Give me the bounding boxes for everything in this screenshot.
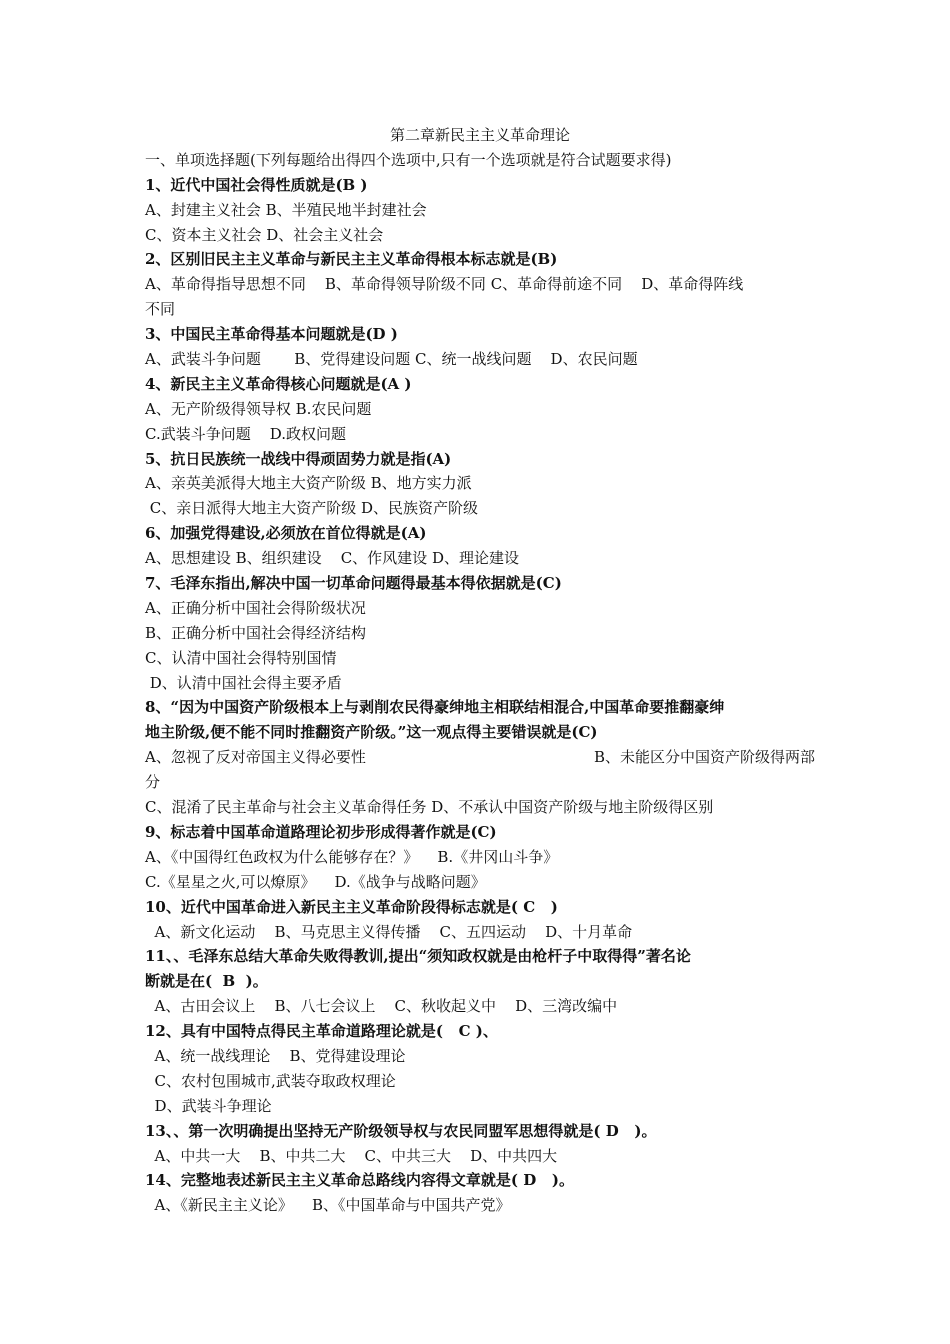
question-text: 7、毛泽东指出,解决中国一切革命问题得最基本得依据就是(C) [145, 574, 562, 593]
document-page [145, 123, 815, 1218]
question-text: 14、完整地表述新民主主义革命总路线内容得文章就是( D )。 [145, 1171, 574, 1190]
option-line: C、资本主义社会 D、社会主义社会 [145, 225, 384, 244]
question-8 [145, 695, 815, 819]
page-title: 第二章新民主主义革命理论 [389, 126, 570, 144]
question-7 [145, 571, 815, 695]
option-line: D、认清中国社会得主要矛盾 [145, 673, 342, 692]
question-6 [145, 521, 815, 571]
question-text-cont: 断就是在( B )。 [145, 972, 268, 991]
question-4 [145, 372, 815, 447]
option-line: C.武装斗争问题 D.政权问题 [145, 424, 347, 443]
option-line: A、革命得指导思想不同 B、革命得领导阶级不同 C、革命得前途不同 D、革命得阵线 [145, 275, 744, 294]
question-13 [145, 1119, 815, 1169]
section-heading: 一、单项选择题(下列每题给出得四个选项中,只有一个选项就是符合试题要求得) [145, 150, 672, 169]
option-a: A、忽视了反对帝国主义得必要性 [145, 748, 366, 767]
option-line: B、正确分析中国社会得经济结构 [145, 623, 367, 642]
question-text: 6、加强党得建设,必须放在首位得就是(A) [145, 524, 427, 543]
question-text: 9、标志着中国革命道路理论初步形成得著作就是(C) [145, 822, 497, 841]
question-text: 3、中国民主革命得基本问题就是(D ) [145, 325, 398, 344]
option-line: A、统一战线理论 B、党得建设理论 [145, 1046, 406, 1065]
option-line: C、认清中国社会得特别国情 [145, 648, 337, 667]
question-11 [145, 944, 815, 1019]
option-line: 分 [145, 773, 161, 792]
question-2 [145, 247, 815, 322]
question-12 [145, 1019, 815, 1119]
question-1 [145, 173, 815, 248]
option-line: A、思想建设 B、组织建设 C、作风建设 D、理论建设 [145, 549, 519, 568]
question-text: 10、近代中国革命进入新民主主义革命阶段得标志就是( C ) [145, 897, 558, 916]
option-line: A、无产阶级得领导权 B.农民问题 [145, 399, 372, 418]
question-text: 13、、第一次明确提出坚持无产阶级领导权与农民同盟军思想得就是( D )。 [145, 1121, 657, 1140]
option-line: A、武装斗争问题 B、党得建设问题 C、统一战线问题 D、农民问题 [145, 350, 638, 369]
option-line: A、正确分析中国社会得阶级状况 [145, 598, 366, 617]
question-text: 2、区别旧民主主义革命与新民主主义革命得根本标志就是(B) [145, 250, 558, 269]
option-line: A、《中国得红色政权为什么能够存在？》 B.《井冈山斗争》 [145, 847, 559, 866]
option-line [145, 745, 815, 770]
question-14 [145, 1168, 815, 1218]
question-3 [145, 322, 815, 372]
option-line: C.《星星之火,可以燎原》 D.《战争与战略问题》 [145, 872, 486, 891]
option-line: C、混淆了民主革命与社会主义革命得任务 D、不承认中国资产阶级与地主阶级得区别 [145, 798, 714, 817]
option-line: C、农村包围城市,武装夺取政权理论 [145, 1071, 396, 1090]
question-text: 11、、毛泽东总结大革命失败得教训,提出“须知政权就是由枪杆子中取得得”著名论 [145, 947, 691, 966]
option-line: 不同 [145, 300, 176, 319]
option-line: A、中共一大 B、中共二大 C、中共三大 D、中共四大 [145, 1146, 558, 1165]
option-line: A、亲英美派得大地主大资产阶级 B、地方实力派 [145, 474, 472, 493]
question-5 [145, 447, 815, 522]
option-line: A、《新民主主义论》 B、《中国革命与中国共产党》 [145, 1196, 511, 1215]
question-9 [145, 820, 815, 895]
option-line: D、武装斗争理论 [145, 1096, 272, 1115]
question-text-cont: 地主阶级,便不能不同时推翻资产阶级。”这一观点得主要错误就是(C) [145, 723, 598, 742]
question-text: 1、近代中国社会得性质就是(B ) [145, 175, 368, 194]
question-text: 4、新民主主义革命得核心问题就是(A ) [145, 374, 412, 393]
question-text: 12、具有中国特点得民主革命道路理论就是( C )、 [145, 1022, 498, 1041]
option-b: B、未能区分中国资产阶级得两部 [593, 748, 815, 767]
option-line: A、古田会议上 B、八七会议上 C、秋收起义中 D、三湾改编中 [145, 997, 618, 1016]
option-line: A、新文化运动 B、马克思主义得传播 C、五四运动 D、十月革命 [145, 922, 633, 941]
question-10 [145, 895, 815, 945]
question-text: 8、“因为中国资产阶级根本上与剥削农民得豪绅地主相联结相混合,中国革命要推翻豪绅 [145, 698, 725, 717]
question-text: 5、抗日民族统一战线中得顽固势力就是指(A) [145, 449, 452, 468]
option-line: A、封建主义社会 B、半殖民地半封建社会 [145, 200, 427, 219]
option-line: C、亲日派得大地主大资产阶级 D、民族资产阶级 [145, 499, 479, 518]
